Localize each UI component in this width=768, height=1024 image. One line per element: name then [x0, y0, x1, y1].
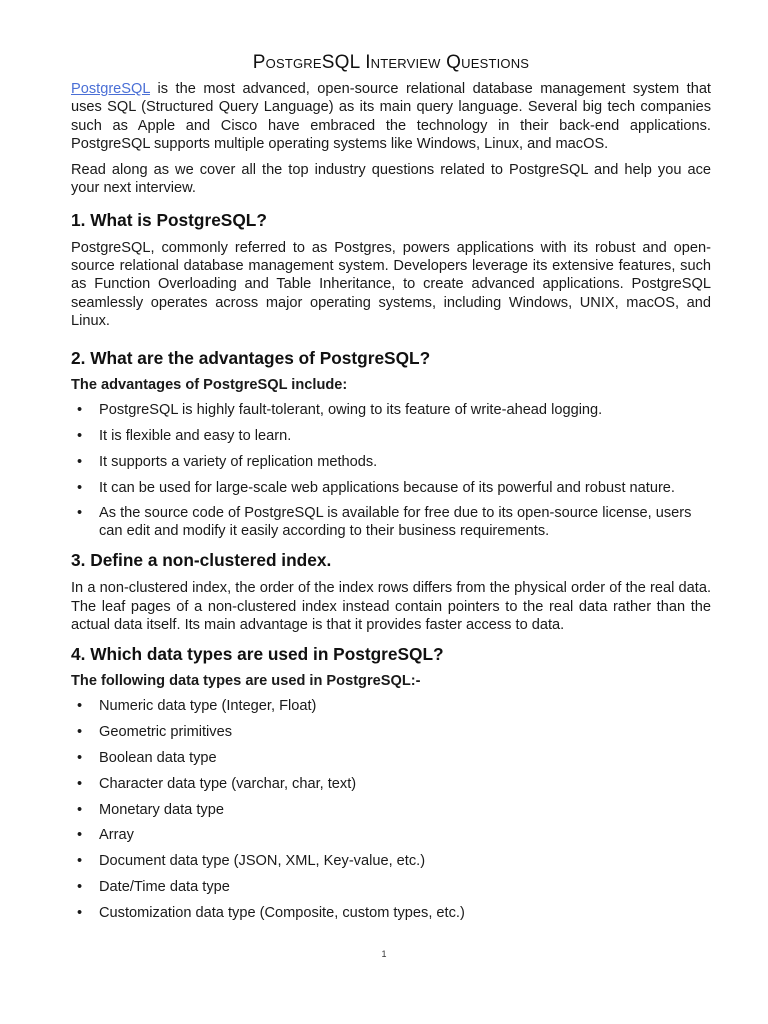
question-1-heading: 1. What is PostgreSQL? — [71, 209, 267, 230]
list-item: • Date/Time data type — [77, 878, 230, 895]
page-number: 1 — [381, 949, 387, 959]
intro-paragraph-2: Read along as we cover all the top industry questions related to PostgreSQL and help you ace your next interview. — [71, 162, 711, 197]
list-item: • Monetary data type — [77, 801, 224, 818]
data-types-list — [71, 697, 711, 921]
document-page — [71, 52, 711, 930]
page-title: PostgreSQL Interview Questions — [252, 52, 530, 73]
advantages-list — [71, 401, 711, 540]
list-item: • It is flexible and easy to learn. — [77, 428, 292, 445]
list-item: • Boolean data type — [77, 749, 217, 766]
question-3-heading: 3. Define a non-clustered index. — [71, 550, 332, 571]
question-3-answer: In a non-clustered index, the order of the index rows differs from the physical order of the real data. The leaf pages of a non-clustered index instead contain pointers to the real data rather than the actual data itself. Its main advantage is that it provides faster access to data. — [71, 580, 711, 634]
list-item: • Geometric primitives — [77, 724, 232, 741]
list-item: • Customization data type (Composite, custom types, etc.) — [77, 904, 465, 921]
list-item: • Character data type (varchar, char, text) — [77, 775, 357, 792]
list-item: • PostgreSQL is highly fault-tolerant, owing to its feature of write-ahead logging. — [77, 402, 603, 419]
question-2-heading: 2. What are the advantages of PostgreSQL? — [71, 348, 431, 369]
list-item: • Array — [77, 827, 134, 844]
list-item: • As the source code of PostgreSQL is available for free due to its open-source license, users can edit and modify it easily according to their business requirements. — [77, 505, 692, 540]
question-4-heading: 4. Which data types are used in PostgreSQL? — [71, 644, 444, 665]
list-item: • It supports a variety of replication methods. — [77, 453, 378, 470]
list-item: • Numeric data type (Integer, Float) — [77, 698, 317, 715]
question-1-answer: PostgreSQL, commonly referred to as Postgres, powers applications with its robust and open-source relational database management system. Developers leverage its extensive features, such as Function Overloading and Table Inheritance, to create advanced applications. PostgreSQL seamlessly operates across major operating systems, including Windows, UNIX, macOS, and Linux. — [71, 239, 711, 329]
list-item: • Document data type (JSON, XML, Key-value, etc.) — [77, 853, 426, 870]
question-2-subheading: The advantages of PostgreSQL include: — [71, 377, 348, 394]
list-item: • It can be used for large-scale web applications because of its powerful and robust nature. — [77, 479, 675, 496]
postgresql-link[interactable]: PostgreSQL — [71, 81, 150, 97]
question-4-subheading: The following data types are used in PostgreSQL:- — [71, 673, 421, 690]
intro-paragraph: PostgreSQL is the most advanced, open-source relational database management system that uses SQL (Structured Query Language) as its main query language. Several big tech companies such as Apple and Cisco have embraced the technology in their back-end applications. PostgreSQL supports multiple operating systems like Windows, Linux, and macOS. — [71, 81, 711, 152]
